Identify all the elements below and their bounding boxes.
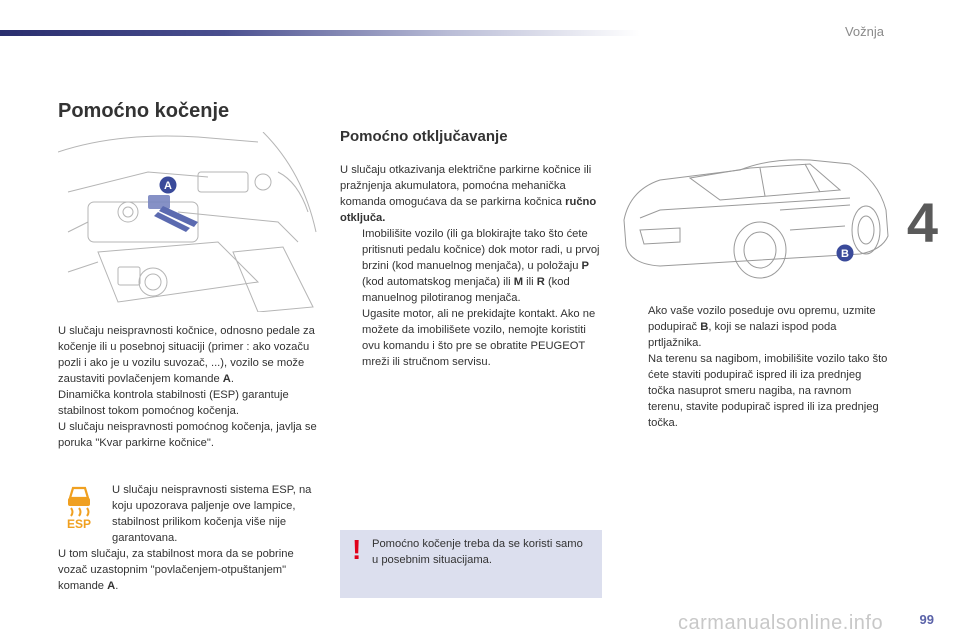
page-number: 99 (919, 612, 934, 627)
paragraph-fault: U slučaju neispravnosti pomoćnog kočenja, javlja se poruka "Kvar parkirne kočnice". (58, 421, 317, 449)
page-title: Pomoćno kočenje (58, 100, 230, 122)
note-text: Pomoćno kočenje treba da se koristi samo u posebnim situacijama. (372, 538, 583, 566)
paragraph-intro: U slučaju neispravnosti kočnice, odnosno pedale za kočenje ili u posebnoj situaciji (primer : ako vozaču pozli i ako je u vozilu suvozač, ...), vozilo se može zaustaviti povlačenjem komande A. (58, 325, 315, 385)
paragraph-esp: Dinamička kontrola stabilnosti (ESP) garantuje stabilnost tokom pomoćnog kočenja. (58, 389, 289, 417)
left-column-bottom: U tom slučaju, za stabilnost mora da se pobrine vozač uzastopnim "povlačenjem-otpuštanjem" komande A. (58, 548, 294, 592)
list-item: Na terenu sa nagibom, imobilišite vozilo tako što ćete staviti podupirač ispred ili iza prednjeg točka nasuprot smeru nagiba, na ravnom terenu, stavite podupirač ispred ili iza prednjeg točka. (648, 353, 888, 429)
right-column (626, 303, 888, 431)
header-bar (0, 30, 640, 36)
watermark: carmanualsonline.info (678, 612, 884, 634)
callout-a-label: A (164, 180, 172, 192)
svg-text:ESP: ESP (66, 517, 92, 530)
esp-warning-text: U slučaju neispravnosti sistema ESP, na koju upozorava paljenje ove lampice, stabilnost prilikom kočenja više nije garantovana. (112, 484, 312, 544)
exclamation-icon: ! (352, 534, 362, 565)
section-name: Vožnja (844, 24, 884, 39)
dashboard-illustration (58, 132, 318, 312)
list-item: Ako vaše vozilo poseduje ovu opremu, uzmite podupirač B, koji se nalazi ispod poda prtljažnika. (648, 305, 876, 349)
section-heading: Pomoćno otključavanje (340, 128, 508, 145)
chapter-number: 4 (906, 191, 938, 254)
list-item: Ugasite motor, ali ne prekidajte kontakt. Ako ne možete da imobilišete vozilo, nemojte koristiti ovu komandu i što pre se obratite PEUGEOT mreži ili stručnom servisu. (362, 308, 596, 368)
callout-b (836, 244, 854, 262)
warning-note (340, 530, 602, 598)
middle-column (340, 162, 602, 370)
list-item: Imobilišite vozilo (ili ga blokirajte tako što ćete pritisnuti pedalu kočnice) dok motor radi, u prvoj brzini (kod manuelnog menjača), u položaju P (kod automatskog menjača) ili M ili R (kod manuelnog pilotiranog menjača. (362, 228, 600, 304)
callout-a (159, 176, 177, 194)
esp-warning-icon (64, 484, 94, 530)
car-illustration (620, 150, 892, 290)
left-column (58, 323, 320, 451)
paragraph-unlock-intro: U slučaju otkazivanja električne parkirne kočnice ili pražnjenja akumulatora, pomoćna mehanička komanda omogućava da se parkirna kočnica ručno otključa. (340, 164, 597, 224)
callout-b-label: B (841, 248, 849, 260)
